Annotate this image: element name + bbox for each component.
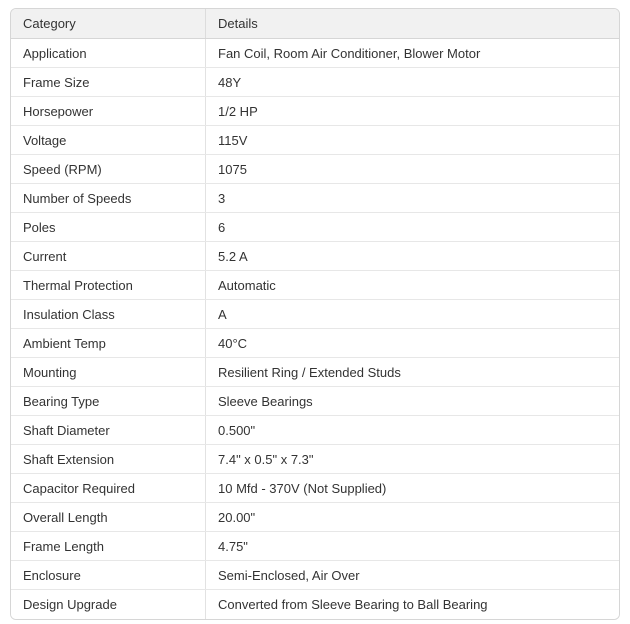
table-row <box>11 155 619 184</box>
spec-table <box>10 8 620 620</box>
table-row <box>11 358 619 387</box>
details-cell: 5.2 A <box>218 248 248 264</box>
category-cell: Capacitor Required <box>11 474 206 502</box>
details-cell: Semi-Enclosed, Air Over <box>218 567 360 583</box>
table-row <box>11 561 619 590</box>
category-cell: Ambient Temp <box>11 329 206 357</box>
category-cell: Speed (RPM) <box>11 155 206 183</box>
category-cell: Bearing Type <box>11 387 206 415</box>
details-cell: 1075 <box>218 161 247 177</box>
table-row <box>11 532 619 561</box>
details-cell: Resilient Ring / Extended Studs <box>218 364 401 380</box>
category-cell: Voltage <box>11 126 206 154</box>
category-cell: Frame Length <box>11 532 206 560</box>
category-cell: Enclosure <box>11 561 206 589</box>
category-cell: Design Upgrade <box>11 590 206 619</box>
details-cell: 1/2 HP <box>218 103 258 119</box>
details-cell: 20.00" <box>218 509 256 525</box>
column-header-category: Category <box>11 9 206 38</box>
category-cell: Application <box>11 39 206 67</box>
category-cell: Poles <box>11 213 206 241</box>
details-cell: Automatic <box>218 277 276 293</box>
category-cell: Current <box>11 242 206 270</box>
details-cell: A <box>218 306 227 322</box>
table-row <box>11 242 619 271</box>
details-cell: 0.500" <box>218 422 256 438</box>
table-row <box>11 329 619 358</box>
table-row <box>11 387 619 416</box>
table-row <box>11 416 619 445</box>
category-cell: Mounting <box>11 358 206 386</box>
details-cell: Fan Coil, Room Air Conditioner, Blower Motor <box>218 45 481 61</box>
category-cell: Shaft Diameter <box>11 416 206 444</box>
table-row <box>11 68 619 97</box>
category-cell: Number of Speeds <box>11 184 206 212</box>
table-row <box>11 503 619 532</box>
category-cell: Insulation Class <box>11 300 206 328</box>
table-row <box>11 39 619 68</box>
table-row <box>11 474 619 503</box>
details-cell: 6 <box>218 219 226 235</box>
table-row <box>11 97 619 126</box>
table-row <box>11 271 619 300</box>
details-cell: 10 Mfd - 370V (Not Supplied) <box>218 480 387 496</box>
details-cell: 4.75" <box>218 538 248 554</box>
category-cell: Overall Length <box>11 503 206 531</box>
table-row <box>11 300 619 329</box>
details-cell: Converted from Sleeve Bearing to Ball Bearing <box>218 597 488 612</box>
table-row <box>11 213 619 242</box>
table-body <box>11 39 619 619</box>
category-cell: Shaft Extension <box>11 445 206 473</box>
category-cell: Horsepower <box>11 97 206 125</box>
details-cell: 40°C <box>218 335 248 351</box>
column-header-details: Details <box>218 16 258 31</box>
table-row <box>11 126 619 155</box>
table-row <box>11 590 619 619</box>
table-row <box>11 184 619 213</box>
details-cell: 3 <box>218 190 226 206</box>
category-cell: Frame Size <box>11 68 206 96</box>
table-header-row <box>11 9 619 39</box>
details-cell: 7.4" x 0.5" x 7.3" <box>218 451 314 467</box>
details-cell: Sleeve Bearings <box>218 393 313 409</box>
table-row <box>11 445 619 474</box>
details-cell: 48Y <box>218 74 242 90</box>
category-cell: Thermal Protection <box>11 271 206 299</box>
details-cell: 115V <box>218 132 248 148</box>
